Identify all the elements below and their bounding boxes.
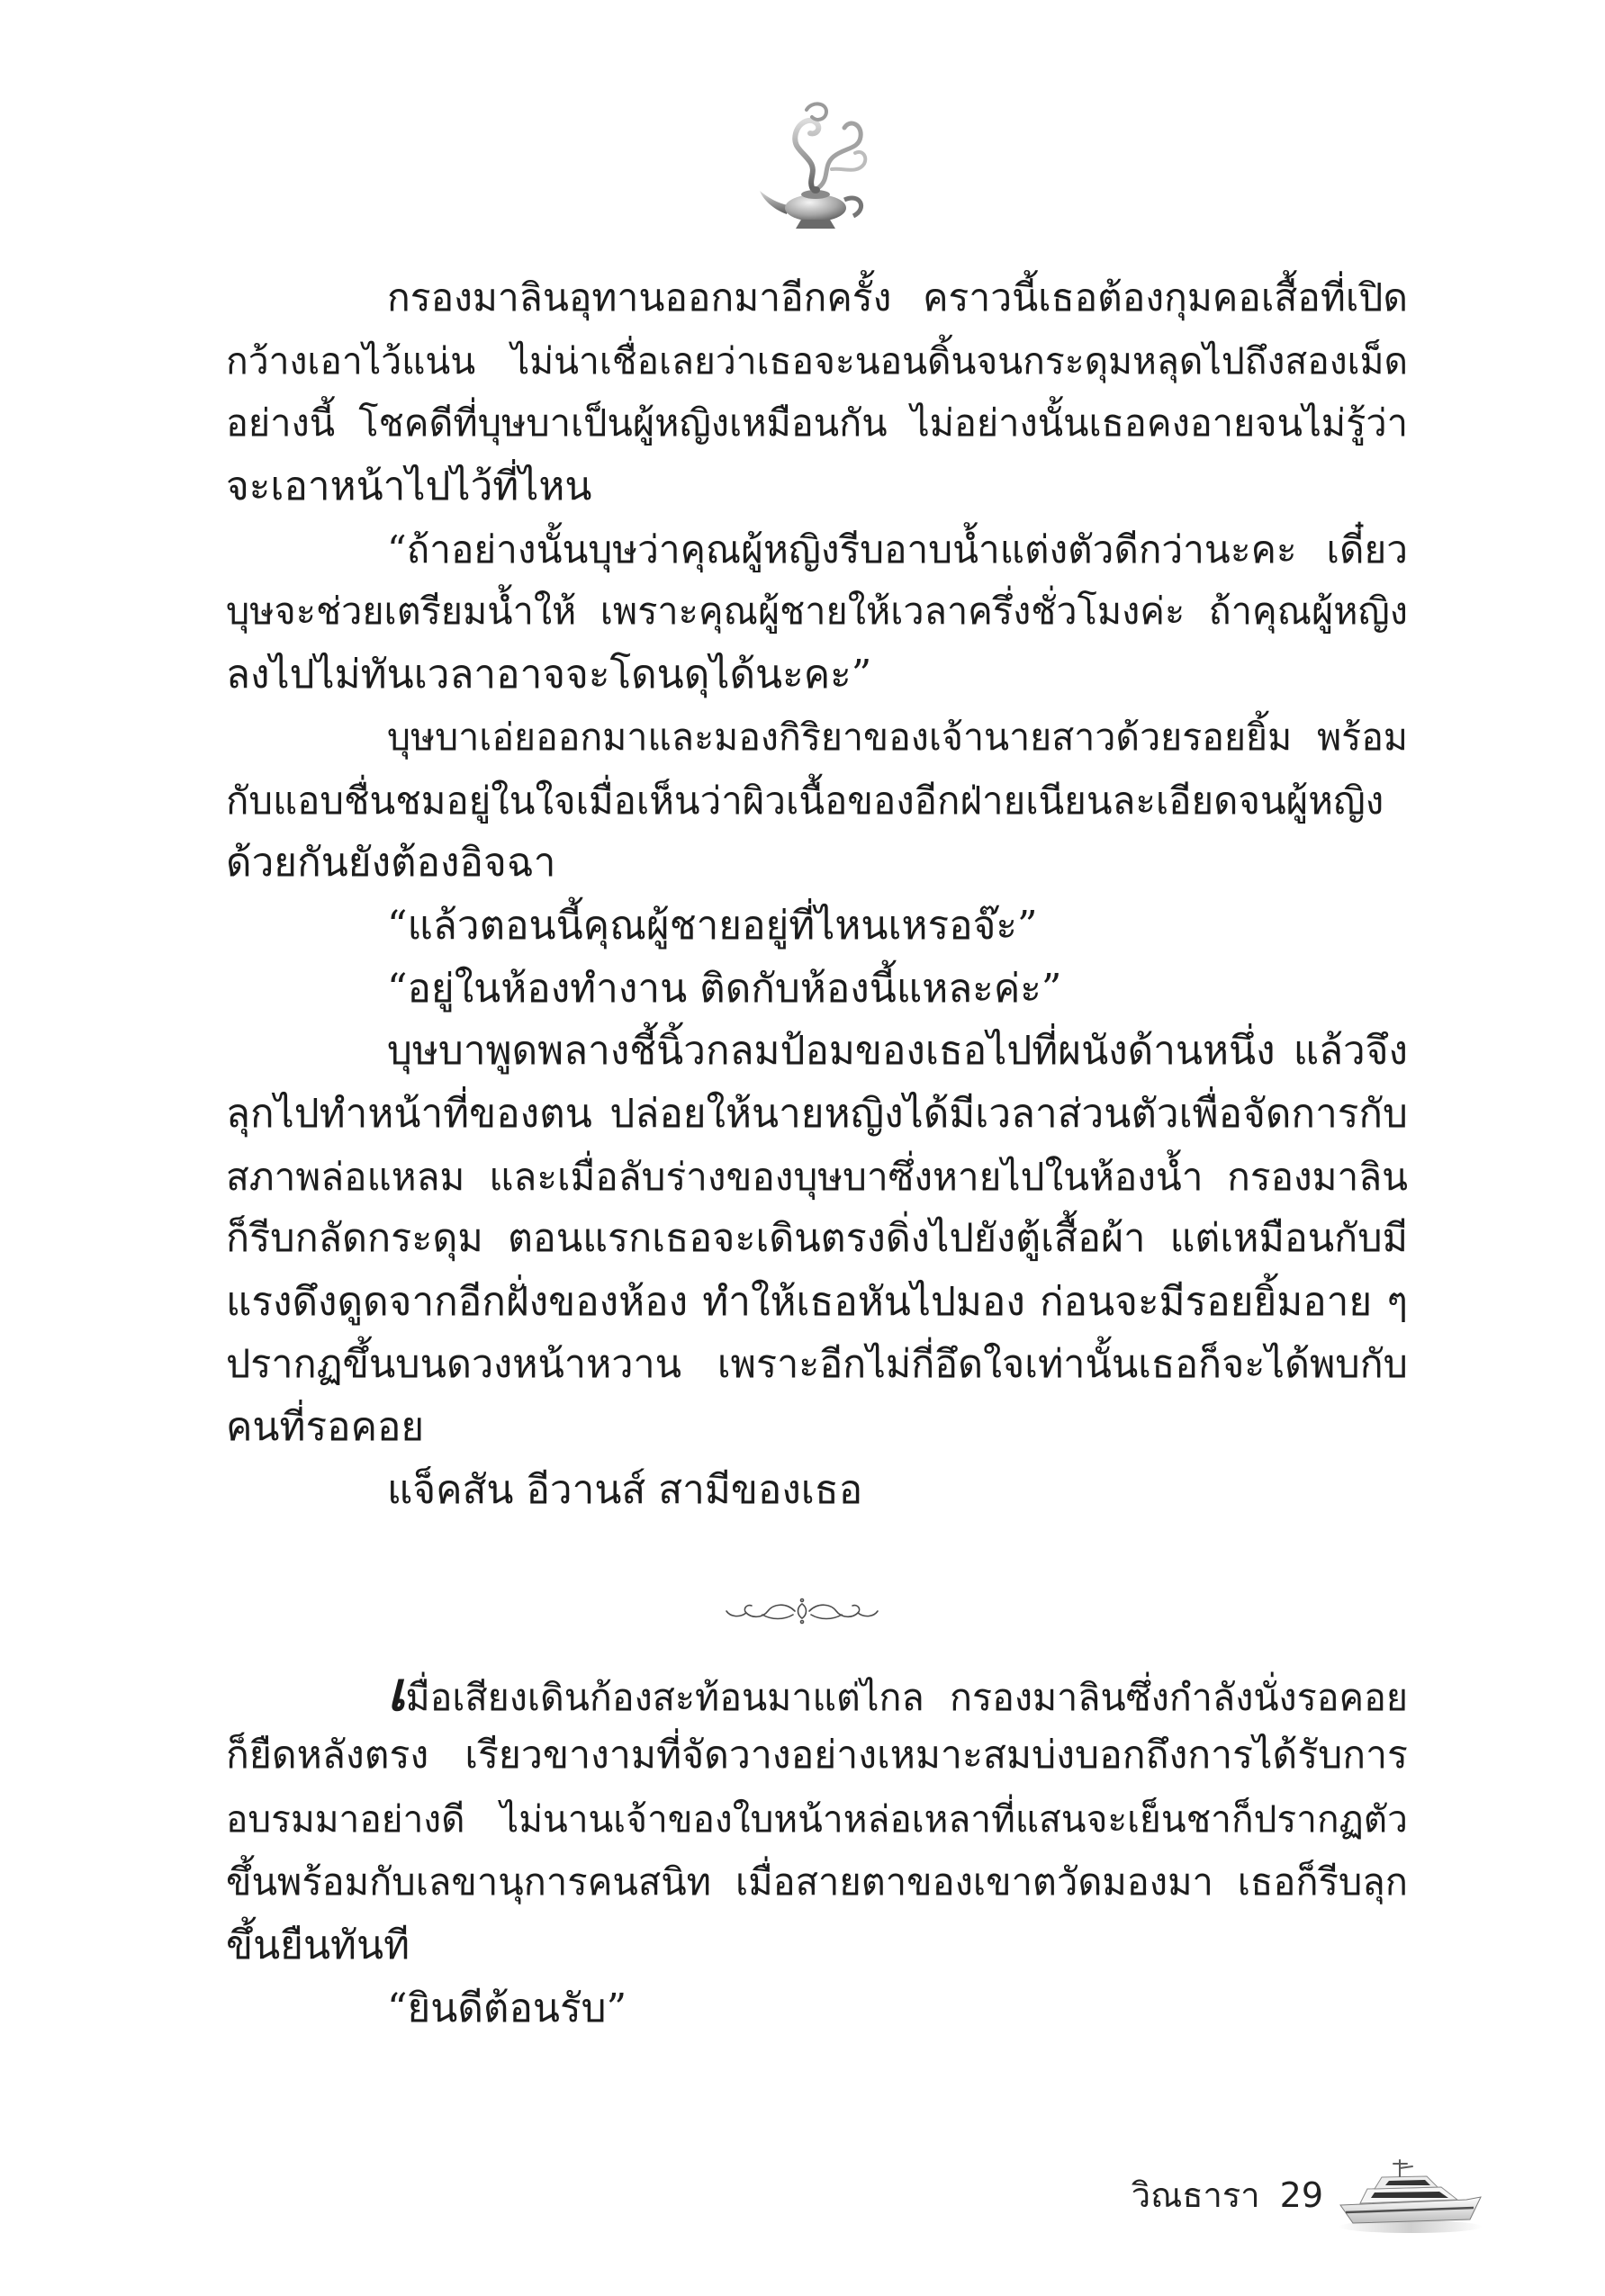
text-line: สภาพล่อแหลม และเมื่อลับร่างของบุษบาซึ่งหายไปในห้องน้ำ กรองมาลิน: [226, 1154, 1408, 1199]
text-line: อย่างนี้ โชคดีที่บุษบาเป็นผู้หญิงเหมือนกัน ไม่อย่างนั้นเธอคงอายจนไม่รู้ว่า: [226, 401, 1408, 446]
text-section-2: [226, 1661, 1408, 2040]
ornament-divider-graphic: [721, 1597, 883, 1625]
genie-lamp-icon: [754, 97, 870, 234]
text-line: “ยินดีต้อนรับ”: [387, 1985, 627, 2031]
text-line: “แล้วตอนนี้คุณผู้ชายอยู่ที่ไหนเหรอจ๊ะ”: [387, 902, 1038, 949]
lamp-body: [760, 186, 861, 229]
paragraph: [226, 1020, 1408, 1459]
text-line: ก็รีบกลัดกระดุม ตอนแรกเธอจะเดินตรงดิ่งไปยังตู้เสื้อผ้า แต่เหมือนกับมี: [226, 1216, 1408, 1262]
ornament-divider-icon: [721, 1597, 883, 1625]
text-line: กรองมาลินอุทานออกมาอีกครั้ง คราวนี้เธอต้องกุมคอเสื้อที่เปิด: [387, 276, 1408, 320]
text-line: บุษบาพูดพลางชี้นิ้วกลมป้อมของเธอไปที่ผนังด้านหนึ่ง แล้วจึง: [387, 1028, 1408, 1075]
page-number: 29: [1279, 2175, 1323, 2215]
text-line: จะเอาหน้าไปไว้ที่ไหน: [226, 464, 592, 510]
text-line: ลุกไปทำหน้าที่ของตน ปล่อยให้นายหญิงได้มีเวลาส่วนตัวเพื่อจัดการกับ: [226, 1090, 1408, 1137]
paragraph: [226, 1977, 1408, 2040]
yacht-icon: [1335, 2153, 1483, 2236]
paragraph: [226, 895, 1408, 958]
text-line: ด้วยกันยังต้องอิจฉา: [226, 840, 556, 887]
text-line: บุษจะช่วยเตรียมน้ำให้ เพราะคุณผู้ชายให้เวลาครึ่งชั่วโมงค่ะ ถ้าคุณผู้หญิง: [226, 590, 1408, 634]
text-line: บุษบาเอ่ยออกมาและมองกิริยาของเจ้านายสาวด้วยรอยยิ้ม พร้อม: [387, 715, 1408, 759]
smoke-swirl: [795, 104, 865, 191]
text-line: [226, 1661, 1408, 1724]
text-section-1: [226, 267, 1408, 1522]
text-line: “ถ้าอย่างนั้นบุษว่าคุณผู้หญิงรีบอาบน้ำแต่งตัวดีกว่านะคะ เดี๋ยว: [387, 527, 1408, 572]
running-footer: [1132, 2173, 1323, 2218]
paragraph: [226, 1661, 1408, 1977]
text-line: ก็ยืดหลังตรง เรียวขางามที่จัดวางอย่างเหมาะสมบ่งบอกถึงการได้รับการ: [226, 1733, 1408, 1778]
yacht-graphic: [1335, 2153, 1483, 2236]
paragraph: [226, 1459, 1408, 1522]
text-line: แจ็คสัน อีวานส์ สามีของเธอ: [387, 1467, 863, 1514]
text-line: แรงดึงดูดจากอีกฝั่งของห้อง ทำให้เธอหันไปมอง ก่อนจะมีรอยยิ้มอาย ๆ: [226, 1279, 1408, 1325]
paragraph: [226, 267, 1408, 518]
paragraph: [226, 518, 1408, 707]
text-line: ขึ้นพร้อมกับเลขานุการคนสนิท เมื่อสายตาของเขาตวัดมองมา เธอก็รีบลุก: [226, 1859, 1408, 1904]
book-title: วิณธารา: [1131, 2175, 1260, 2215]
text-line: ปรากฏขึ้นบนดวงหน้าหวาน เพราะอีกไม่กี่อึดใจเท่านั้นเธอก็จะได้พบกับ: [226, 1341, 1408, 1387]
text-line: คนที่รอคอย: [226, 1404, 425, 1451]
text-line: กับแอบชื่นชมอยู่ในใจเมื่อเห็นว่าผิวเนื้อของอีกฝ่ายเนียนละเอียดจนผู้หญิง: [226, 778, 1384, 823]
text-line: ลงไปไม่ทันเวลาอาจจะโดนดุได้นะคะ”: [226, 652, 872, 698]
genie-lamp-graphic: [754, 97, 870, 234]
text-line: ขึ้นยืนทันที: [226, 1922, 410, 1968]
text-line: อบรมมาอย่างดี ไม่นานเจ้าของใบหน้าหล่อเหลาที่แสนจะเย็นชาก็ปรากฏตัว: [226, 1796, 1408, 1841]
text-line-content: มื่อเสียงเดินก้องสะท้อนมาแต่ไกล กรองมาลินซึ่งกำลังนั่งรอคอย: [405, 1676, 1408, 1719]
paragraph: [226, 958, 1408, 1021]
text-line: กว้างเอาไว้แน่น ไม่น่าเชื่อเลยว่าเธอจะนอนดิ้นจนกระดุมหลุดไปถึงสองเม็ด: [226, 338, 1408, 383]
drop-cap: เ: [387, 1661, 406, 1724]
text-line: “อยู่ในห้องทำงาน ติดกับห้องนี้แหละค่ะ”: [387, 965, 1062, 1012]
paragraph: [226, 707, 1408, 895]
